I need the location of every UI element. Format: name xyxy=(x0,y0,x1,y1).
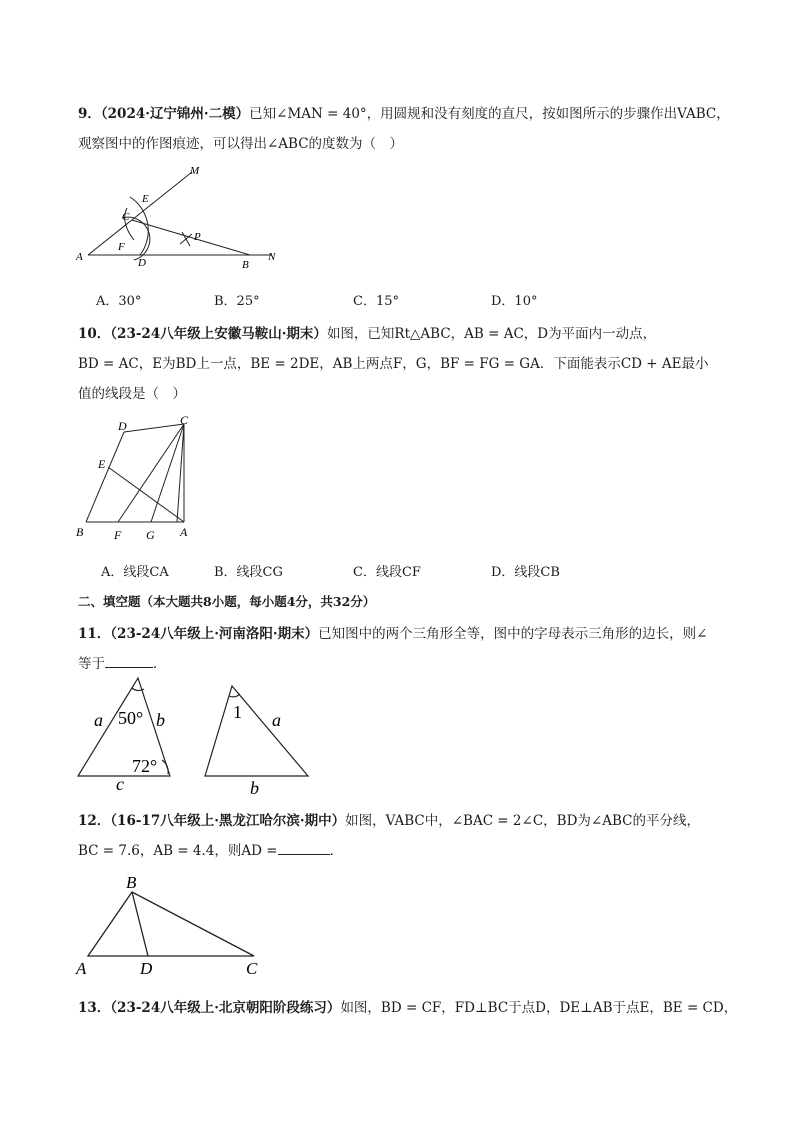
q10-option-d: D．线段CB xyxy=(491,565,560,580)
q11-line2 xyxy=(78,652,167,672)
q9-label-A: A xyxy=(76,251,83,263)
q10-text-2: BD = AC，E为BD上一点，BE = 2DE，AB上两点F，G，BF = FG = GA．下面能表示CD + AE最小 xyxy=(78,356,709,372)
q12-text-2-end: ． xyxy=(329,843,344,859)
q12-label-A: A xyxy=(76,959,87,978)
q9-label-M: M xyxy=(190,165,200,177)
q11-text-2: 等于 xyxy=(78,656,105,672)
q11-label-c1: c xyxy=(116,774,124,794)
q12-line1 xyxy=(78,809,700,829)
q10-source: （23-24八年级上安徽马鞍山·期末） xyxy=(110,326,327,342)
q11-label-72deg: 72° xyxy=(132,756,158,776)
q10-text-1: 如图，已知Rt△ABC，AB = AC，D为平面内一动点， xyxy=(326,326,657,342)
q9-label-E: E xyxy=(142,193,149,205)
q10-label-D: D xyxy=(118,419,127,433)
q10-label-B: B xyxy=(76,525,84,539)
q9-text-2: 观察图中的作图痕迹，可以得出∠ABC的度数为（ ） xyxy=(78,136,404,152)
q12-text-1: 如图，VABC中，∠BAC = 2∠C，BD为∠ABC的平分线， xyxy=(345,813,700,829)
q9-figure xyxy=(72,160,292,272)
q9-label-P: P xyxy=(194,231,201,243)
q10-text-3: 值的线段是（ ） xyxy=(78,386,186,402)
q9-option-c: C．15° xyxy=(353,294,399,309)
q11-source: （23-24八年级上·河南洛阳·期末） xyxy=(110,626,319,642)
q12-text-2: BC = 7.6，AB = 4.4，则AD = xyxy=(78,843,278,859)
q13-line1 xyxy=(78,996,737,1016)
q9-option-a: A．30° xyxy=(96,294,142,309)
q11-label-50deg: 50° xyxy=(118,708,144,728)
q9-line1 xyxy=(78,102,730,122)
q9-label-N: N xyxy=(268,251,276,263)
q11-text-2-end: ． xyxy=(153,656,167,672)
q13-text-1: 如图，BD = CF，FD⊥BC于点D，DE⊥AB于点E，BE = CD， xyxy=(340,1000,738,1016)
q10-label-F: F xyxy=(114,528,122,542)
q13-source: （23-24八年级上·北京朝阳阶段练习） xyxy=(110,1000,341,1016)
q12-line2 xyxy=(78,839,343,859)
q12-answer-blank xyxy=(278,842,330,855)
q10-option-a: A．线段CA xyxy=(101,565,169,580)
q11-line1 xyxy=(78,622,707,642)
q10-label-A: A xyxy=(180,525,188,539)
q12-number: 12． xyxy=(78,813,111,829)
q10-line1 xyxy=(78,322,656,342)
q9-label-F: F xyxy=(118,241,125,253)
q10-label-G: G xyxy=(146,528,155,542)
q10-label-E: E xyxy=(98,457,106,471)
section-2-title: 二、填空题（本大题共8小题，每小题4分，共32分） xyxy=(78,594,376,609)
q9-option-d: D．10° xyxy=(491,294,538,309)
q9-label-B: B xyxy=(242,259,249,271)
q11-text-1: 已知图中的两个三角形全等，图中的字母表示三角形的边长，则∠ xyxy=(318,626,708,642)
q9-source: （2024·辽宁锦州·二模） xyxy=(100,106,250,122)
q10-option-b: B．线段CG xyxy=(214,565,283,580)
q11-label-b1: b xyxy=(156,710,165,730)
q9-label-C: C xyxy=(122,211,130,223)
q12-source: （16-17八年级上·黑龙江哈尔滨·期中） xyxy=(110,813,346,829)
q11-label-1: 1 xyxy=(233,702,242,722)
q10-number: 10． xyxy=(78,326,111,342)
q9-label-D: D xyxy=(138,257,146,269)
q11-answer-blank xyxy=(105,655,153,668)
q12-figure xyxy=(70,868,270,980)
q12-label-D: D xyxy=(140,959,153,978)
q10-label-C: C xyxy=(180,413,189,427)
q11-figure xyxy=(70,672,320,796)
q10-option-c: C．线段CF xyxy=(353,565,421,580)
q9-text-1: 已知∠MAN = 40°，用圆规和没有刻度的直尺，按如图所示的步骤作出VABC， xyxy=(249,106,730,122)
q11-label-a1: a xyxy=(94,710,103,730)
q11-label-b2: b xyxy=(250,778,259,796)
q12-label-C: C xyxy=(246,959,258,978)
q9-number: 9． xyxy=(78,106,101,122)
q11-label-a2: a xyxy=(272,710,281,730)
q12-label-B: B xyxy=(126,873,137,892)
q10-figure xyxy=(72,412,202,542)
q9-option-b: B．25° xyxy=(214,294,260,309)
q13-number: 13． xyxy=(78,1000,111,1016)
q11-number: 11． xyxy=(78,626,111,642)
